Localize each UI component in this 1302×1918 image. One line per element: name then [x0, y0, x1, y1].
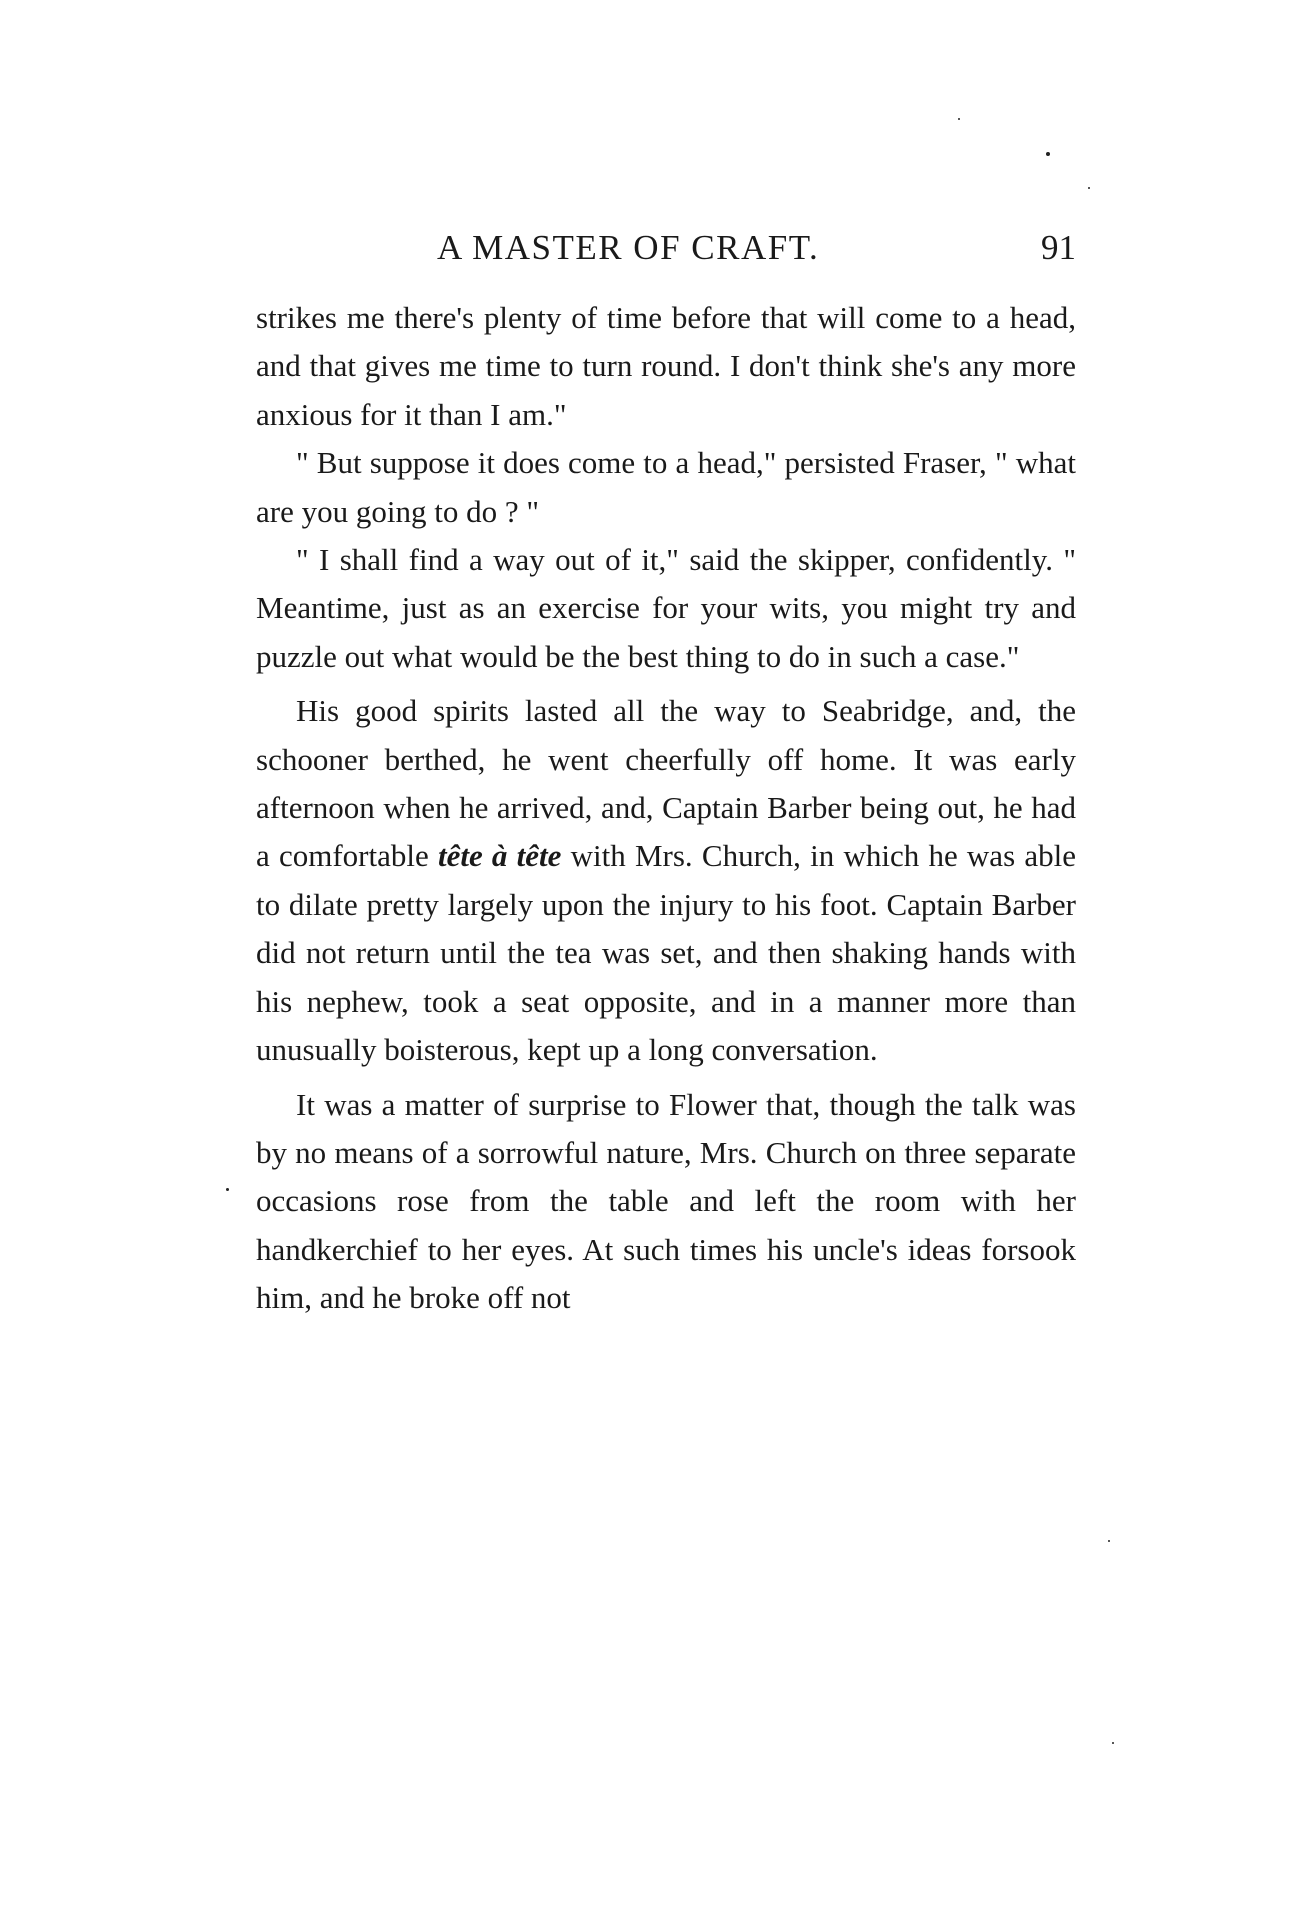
ink-speck [1088, 187, 1090, 189]
ink-speck [1046, 152, 1050, 156]
paragraph [256, 687, 1076, 1074]
paragraph: " I shall find a way out of it," said the skipper, confidently. " Meantime, just as an exercise for your wits, you might try and puzzle out what would be the best thing to do in such a case." [256, 542, 1076, 674]
running-title: A MASTER OF CRAFT. [437, 228, 820, 267]
page-number: 91 [1041, 228, 1076, 267]
paragraph: strikes me there's plenty of time before that will come to a head, and that gives me time to turn round. I don't think she's any more anxious for it than I am." [256, 300, 1076, 432]
emphasized-phrase: tête à tête [437, 838, 562, 874]
ink-speck [1112, 1742, 1114, 1744]
ink-speck [226, 1188, 229, 1191]
paragraph-text: with Mrs. Church, in which he was able to dilate pretty largely upon the injury to his foot. Captain Barber did not return until the tea was set, and then shaking hands with his nephew, took a seat opposite, and in a manner more than unusually boisterous, kept up a long conversation. [256, 838, 1076, 1068]
ink-speck [1108, 1540, 1110, 1542]
paragraph: It was a matter of surprise to Flower that, though the talk was by no means of a sorrowful nature, Mrs. Church on three separate occasions rose from the table and left the room with her handkerchief to her eyes. At such times his uncle's ideas forsook him, and he broke off not [256, 1086, 1076, 1316]
ink-speck [958, 118, 960, 120]
running-header [256, 226, 1076, 270]
paragraph-text: His good spirits lasted all the way to Seabridge, and, the schooner berthed, he went cheerfully off home. It was early afternoon when he arrived, and, Captain Barber being out, he had a comfortable [256, 693, 1076, 874]
paragraph: " But suppose it does come to a head," persisted Fraser, " what are you going to do ? " [256, 445, 1076, 529]
body-text [256, 294, 1076, 1323]
